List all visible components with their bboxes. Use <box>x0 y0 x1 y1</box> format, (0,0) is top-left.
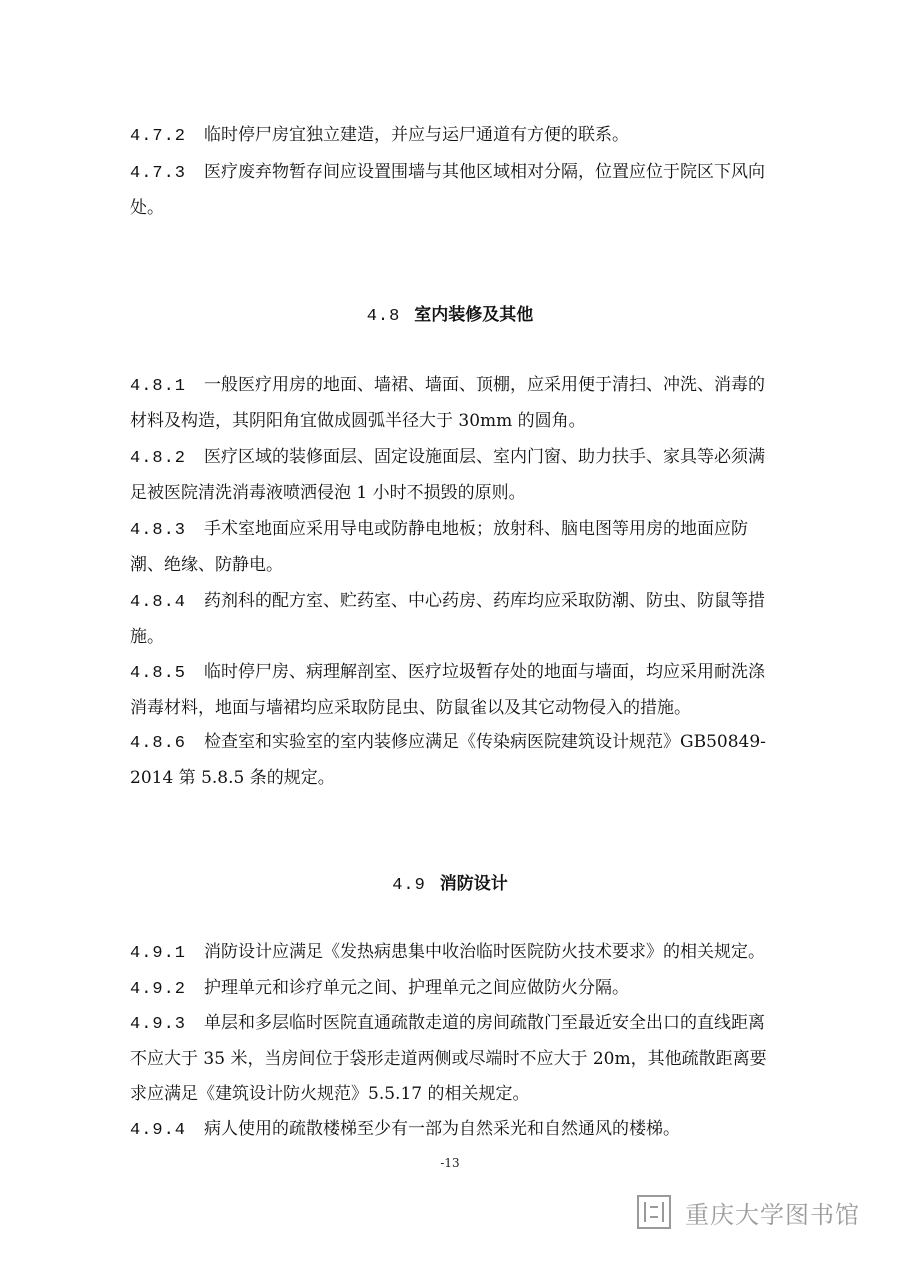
clause-text: 单层和多层临时医院直通疏散走道的房间疏散门至最近安全出口的直线距离不应大于 35 米，当房间位于袋形走道两侧或尽端时不应大于 20m，其他疏散距离要求应满足《建筑设计防火规范》5.5.17 的相关规定。 <box>130 1013 767 1104</box>
clause-text: 药剂科的配方室、贮药室、中心药房、药库均应采取防潮、防虫、防鼠等措施。 <box>130 591 766 647</box>
clause-number: 4.8.3 <box>130 521 187 540</box>
section-number: 4.9 <box>392 876 426 895</box>
section-number: 4.8 <box>366 307 401 326</box>
clause-text: 一般医疗用房的地面、墙裙、墙面、顶棚，应采用便于清扫、冲洗、消毒的材料及构造，其阴阳角宜做成圆弧半径大于 30mm 的圆角。 <box>130 375 766 431</box>
clause-number: 4.8.5 <box>130 664 187 683</box>
clause-4-8-1 <box>130 368 776 439</box>
clause-4-7-3 <box>130 155 776 226</box>
clause-4-8-4 <box>130 584 776 655</box>
clause-text: 手术室地面应采用导电或防静电地板；放射科、脑电图等用房的地面应防潮、绝缘、防静电。 <box>130 519 749 575</box>
clause-text: 临时停尸房宜独立建造，并应与运尸通道有方便的联系。 <box>204 125 630 145</box>
watermark-text: 重庆大学图书馆 <box>685 1200 860 1229</box>
clause-number: 4.7.2 <box>130 127 187 146</box>
section-title: 消防设计 <box>439 874 508 894</box>
page-number: -13 <box>440 1156 460 1170</box>
clause-text: 医疗废弃物暂存间应设置围墙与其他区域相对分隔，位置应位于院区下风向处。 <box>130 162 766 218</box>
clause-text: 医疗区域的装修面层、固定设施面层、室内门窗、助力扶手、家具等必须满足被医院清洗消毒液喷洒侵泡 1 小时不损毁的原则。 <box>130 447 766 503</box>
clause-4-9-2 <box>130 971 776 1007</box>
clause-4-9-3 <box>130 1006 776 1112</box>
clause-number: 4.9.3 <box>130 1015 187 1034</box>
clause-4-9-4 <box>130 1112 776 1148</box>
library-watermark <box>637 1193 877 1231</box>
clause-4-7-2 <box>130 118 776 154</box>
clause-text: 检查室和实验室的室内装修应满足《传染病医院建筑设计规范》GB50849-2014 第 5.8.5 条的规定。 <box>130 732 766 788</box>
clause-4-8-3 <box>130 512 776 583</box>
clause-text: 病人使用的疏散楼梯至少有一部为自然采光和自然通风的楼梯。 <box>204 1119 681 1139</box>
clause-number: 4.8.1 <box>130 377 187 396</box>
section-heading-4-8 <box>0 303 900 329</box>
library-logo-icon <box>637 1195 671 1229</box>
clause-text: 临时停尸房、病理解剖室、医疗垃圾暂存处的地面与墙面，均应采用耐洗涤消毒材料，地面与墙裙均应采取防昆虫、防鼠雀以及其它动物侵入的措施。 <box>130 662 766 718</box>
clause-number: 4.8.6 <box>130 734 187 753</box>
clause-number: 4.9.1 <box>130 944 187 963</box>
section-heading-4-9 <box>0 872 900 898</box>
section-title: 室内装修及其他 <box>414 305 534 325</box>
clause-4-8-2 <box>130 440 776 511</box>
clause-text: 护理单元和诊疗单元之间、护理单元之间应做防火分隔。 <box>204 978 630 998</box>
clause-number: 4.9.4 <box>130 1121 187 1140</box>
clause-number: 4.8.4 <box>130 593 187 612</box>
clause-number: 4.9.2 <box>130 980 187 999</box>
clause-text: 消防设计应满足《发热病患集中收治临时医院防火技术要求》的相关规定。 <box>204 942 766 962</box>
clause-4-9-1 <box>130 935 776 971</box>
clause-number: 4.8.2 <box>130 449 187 468</box>
clause-4-8-6 <box>130 725 776 796</box>
clause-4-8-5 <box>130 655 776 726</box>
clause-number: 4.7.3 <box>130 164 187 183</box>
